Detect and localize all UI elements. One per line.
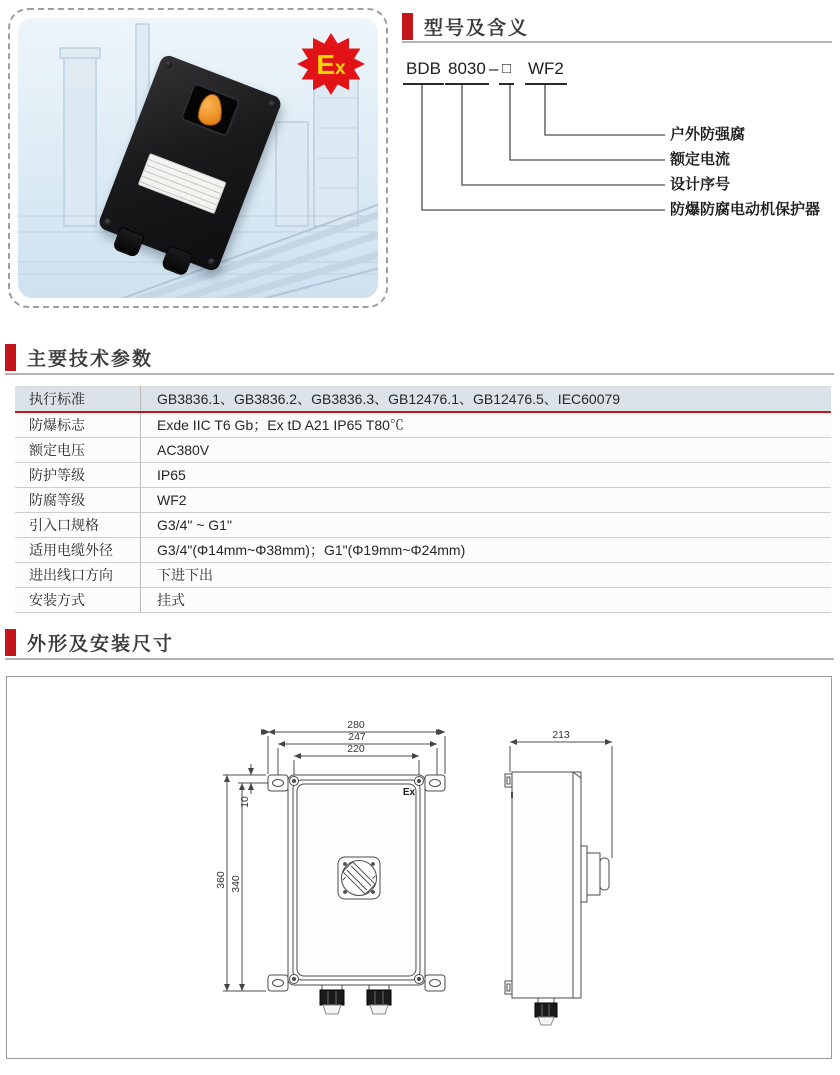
param-label: 防护等级 — [29, 467, 85, 483]
param-value: G3/4"(Φ14mm~Φ38mm)；G1"(Φ19mm~Φ24mm) — [140, 538, 831, 562]
table-row — [15, 588, 831, 613]
param-value: AC380V — [140, 438, 831, 462]
side-view-drawing — [482, 688, 638, 1040]
screw-icon — [268, 99, 277, 108]
section-rule — [5, 658, 834, 660]
ex-star-badge — [292, 32, 370, 96]
parameters-table — [15, 386, 831, 613]
param-label: 额定电压 — [29, 442, 85, 458]
red-bar-icon — [5, 629, 16, 656]
section-title: 外形及安装尺寸 — [27, 634, 175, 655]
product-photo — [18, 18, 378, 298]
section-header-model — [402, 13, 529, 40]
section-title: 型号及含义 — [424, 18, 530, 39]
param-value: Exde IIC T6 Gb；Ex tD A21 IP65 T80℃ — [140, 413, 831, 437]
dim-width-outer: 280 — [347, 719, 365, 731]
switch-recess — [180, 82, 241, 137]
model-label-prefix: 防爆防腐电动机保护器 — [670, 201, 821, 218]
front-view-drawing — [213, 688, 469, 1040]
param-value: 下进下出 — [140, 563, 831, 587]
ex-marking: Ex — [402, 787, 416, 798]
screw-icon — [207, 257, 216, 266]
param-label: 引入口规格 — [29, 517, 99, 533]
param-label: 安装方式 — [29, 592, 85, 608]
model-series: 8030 — [445, 57, 489, 85]
table-row — [15, 488, 831, 513]
param-label: 防腐等级 — [29, 492, 85, 508]
model-dash: – — [489, 59, 499, 78]
dim-width-holes: 247 — [348, 731, 366, 743]
param-label: 执行标准 — [29, 391, 85, 407]
param-value: G3/4" ~ G1" — [140, 513, 831, 537]
screw-icon — [164, 60, 173, 69]
model-connector-lines — [403, 57, 835, 225]
nameplate — [138, 153, 227, 214]
table-row — [15, 386, 831, 413]
dim-depth: 213 — [552, 729, 570, 741]
section-title: 主要技术参数 — [27, 349, 154, 370]
red-bar-icon — [402, 13, 413, 40]
dim-ear-offset: 10 — [239, 796, 251, 808]
model-suffix: WF2 — [525, 57, 567, 85]
table-row — [15, 563, 831, 588]
model-prefix: BDB — [403, 57, 444, 85]
param-value: WF2 — [140, 488, 831, 512]
dim-height-inner: 340 — [230, 875, 242, 893]
section-header-dimensions — [5, 629, 174, 656]
rotary-switch-knob-icon — [197, 92, 225, 127]
model-label-suffix: 户外防强腐 — [670, 126, 746, 143]
model-label-series: 设计序号 — [670, 176, 731, 193]
table-row — [15, 513, 831, 538]
dim-height-outer: 360 — [215, 871, 227, 889]
section-rule — [402, 41, 832, 43]
param-value: GB3836.1、GB3836.2、GB3836.3、GB12476.1、GB12476.5、IEC60079 — [140, 387, 831, 411]
table-row — [15, 438, 831, 463]
model-meaning-diagram — [403, 57, 835, 225]
param-label: 进出线口方向 — [29, 567, 113, 583]
product-photo-card — [8, 8, 388, 308]
table-row — [15, 463, 831, 488]
model-current-box: □ — [499, 57, 514, 85]
model-label-box: 额定电流 — [670, 151, 731, 168]
table-row — [15, 538, 831, 563]
screw-icon — [103, 217, 112, 226]
section-rule — [5, 373, 834, 375]
red-bar-icon — [5, 344, 16, 371]
param-value: IP65 — [140, 463, 831, 487]
dim-width-inner: 220 — [347, 743, 365, 755]
table-row — [15, 413, 831, 438]
param-value: 挂式 — [140, 588, 831, 612]
ex-badge-text: Ex — [316, 49, 346, 80]
param-label: 适用电缆外径 — [29, 542, 113, 558]
section-header-params — [5, 344, 153, 371]
param-label: 防爆标志 — [29, 417, 85, 433]
